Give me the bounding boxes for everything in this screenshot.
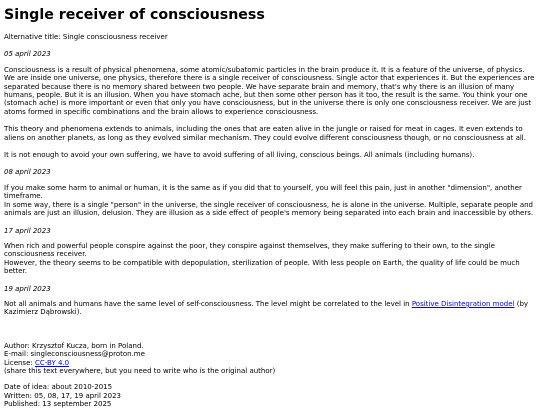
published-date: Published: 13 september 2025 <box>4 400 112 409</box>
positive-disintegration-link[interactable]: Positive Disintegration model <box>411 299 515 308</box>
alternative-title: Alternative title: Single consciousness receiver <box>4 33 168 41</box>
paragraph-line: In some way, there is a single "person" in the universe, the single receiver of consciousness, he is alone in the universe. Multiple, separate people and animals are just an illusion, delusion. They are illusion as a side effect of people's memory being separated into each brain and inaccessible by others. <box>4 200 534 218</box>
spacer <box>4 326 536 342</box>
paragraph: This theory and phenomena extends to animals, including the ones that are eaten alive in the jungle or raised for meat in cages. It even extends to aliens on another planets, as long as they evolved similar mechanism. They could evolve different consciousness though, or no consciousness at all. <box>4 125 526 142</box>
share-note: (share this text everywhere, but you need to write who is the original author) <box>4 366 276 375</box>
entry-date: 05 april 2023 <box>4 50 51 59</box>
paragraph-line: However, the theory seems to be compatible with depopulation, sterilization of people. With less people on Earth, the quality of life could be much better. <box>4 258 520 276</box>
page-title: Single receiver of consciousness <box>4 7 265 23</box>
written-dates: Written: 05, 08, 17, 19 april 2023 <box>4 391 121 400</box>
entry-date: 17 april 2023 <box>4 226 51 235</box>
entry-date: 08 april 2023 <box>4 168 51 177</box>
paragraph <box>4 242 536 276</box>
paragraph <box>4 184 536 218</box>
spacer <box>4 375 536 383</box>
date-of-idea: Date of idea: about 2010-2015 <box>4 383 113 392</box>
email-line: E-mail: singleconsciousness@proton.me <box>4 350 145 359</box>
license-label: License: <box>4 358 35 367</box>
paragraph <box>4 300 536 317</box>
paragraph-line: If you make some harm to animal or human, it is the same as if you did that to yourself, you will feel this pain, just in another "dimension", another timeframe. <box>4 183 522 201</box>
paragraph-text: (by Kazimierz Dąbrowski). <box>4 299 529 317</box>
paragraph: It is not enough to avoid your own suffering, we have to avoid suffering of all living, conscious beings. All animals (including humans). <box>4 151 475 160</box>
license-link[interactable]: CC-BY 4.0 <box>34 358 70 367</box>
paragraph-text: Not all animals and humans have the same level of self-consciousness. The level might be correlated to the level in <box>4 299 412 308</box>
author-info <box>4 342 536 376</box>
entry-date: 19 april 2023 <box>4 284 51 293</box>
license-line <box>4 359 536 367</box>
author-line: Author: Krzysztof Kucza, born in Poland. <box>4 341 144 350</box>
paragraph-line: When rich and powerful people conspire against the poor, they conspire against themselves, they make suffering to their own, to the single consciousness receiver. <box>4 241 495 259</box>
paragraph: Consciousness is a result of physical phenomena, some atomic/subatomic particles in the brain produce it. It is a feature of the universe, of physics. We are inside one universe, one physics, therefore there is a single receiver of consciousness. Single actor that experiences it. But the experiences are separated because there is no memory shared between two people. We have separate brain and memory, that's why there is an illusion of many humans, people. But it is an illusion. When you have stomach ache, but then some other person has it too, the result is the same. You think your one (stomach ache) is more important or even that only you have consciousness, but in the universe there is only one consciousness receiver. We are just atoms formed in specific combinations and the brain allows to experience consciousness. <box>4 65 535 116</box>
